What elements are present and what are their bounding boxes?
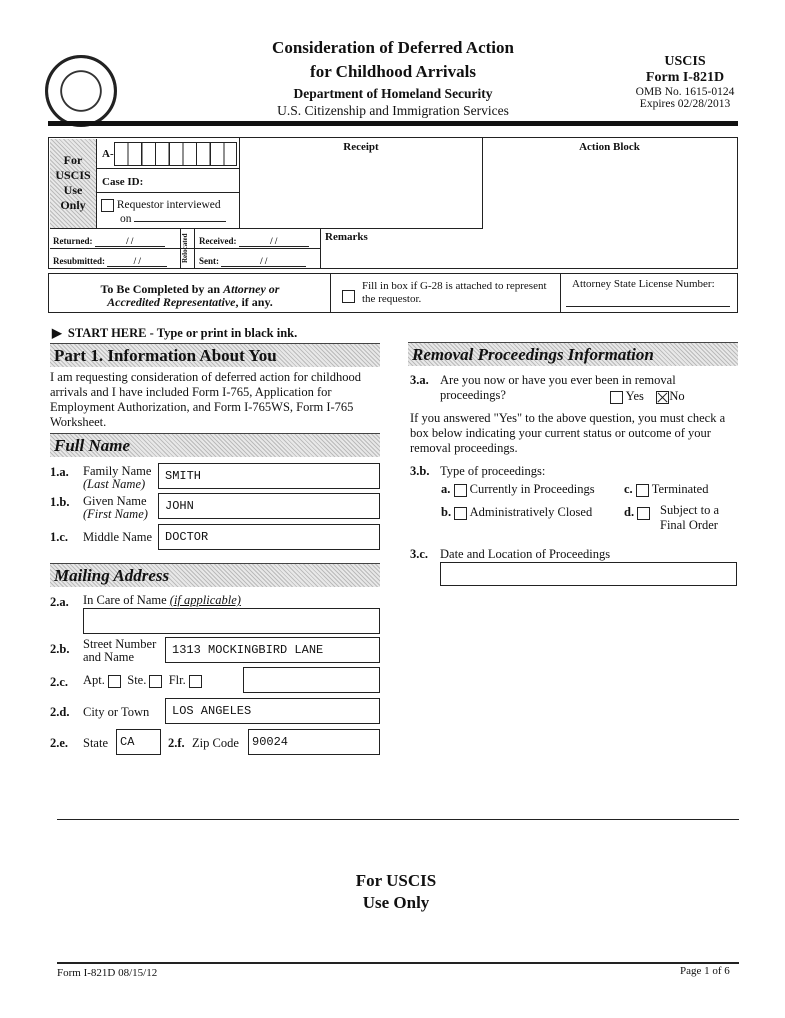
ste-checkbox[interactable] [149,675,162,688]
agency: U.S. Citizenship and Immigration Services [277,103,509,118]
state-input[interactable]: CA [116,729,161,755]
header-rule [48,121,738,126]
action-block: Action Block [579,141,640,153]
received-label: Received: [199,236,237,246]
g28-label: Fill in box if G-28 is attached to represent the requestor. [362,280,547,305]
license-label: Attorney State License Number: [572,278,715,290]
office-use-side: For USCIS Use Only [50,139,97,228]
form-title: Consideration of Deferred Action [272,38,514,57]
part1-header: Part 1. Information About You [50,343,380,367]
removal-note: If you answered "Yes" to the above question, you must check a box below indicating your current status or outcome of your removal proceedings. [410,411,726,455]
apt-number-input[interactable] [243,667,380,693]
currently-checkbox[interactable] [454,484,467,497]
family-name-input[interactable]: SMITH [158,463,380,489]
remarks-label: Remarks [325,231,368,243]
apt-checkbox[interactable] [108,675,121,688]
middle-name-input[interactable]: DOCTOR [158,524,380,550]
g28-checkbox[interactable] [342,290,355,303]
proceedings-date-location-input[interactable] [440,562,737,586]
street-input[interactable]: 1313 MOCKINGBIRD LANE [165,637,380,663]
interviewed-label: Requestor interviewed [116,199,221,212]
resubmitted-label: Resubmitted: [53,256,105,266]
city-input[interactable]: LOS ANGELES [165,698,380,724]
footer-form-id: Form I-821D 08/15/12 [57,967,158,979]
a-number-field[interactable] [114,142,237,166]
full-name-header: Full Name [50,433,380,457]
interviewed-checkbox[interactable] [101,199,114,212]
case-id-label: Case ID: [102,176,144,188]
page-number: Page 1 of 6 [680,965,730,977]
uscis-use-only: For USCIS Use Only [355,871,437,912]
omb-number: OMB No. 1615-0124 [635,86,735,98]
given-name-input[interactable]: JOHN [158,493,380,519]
zip-input[interactable]: 90024 [248,729,380,755]
expiration: Expires 02/28/2013 [639,98,731,110]
final-order-checkbox[interactable] [637,507,650,520]
receipt-cell: Receipt [240,137,483,228]
returned-label: Returned: [53,236,93,246]
relocated-label: Relocated [180,228,195,268]
a-number-label: A- [102,148,114,160]
removal-header: Removal Proceedings Information [408,342,738,366]
form-id: Form I-821D [645,70,725,85]
dhs-seal [45,55,117,127]
care-of-input[interactable] [83,608,380,634]
part1-intro: I am requesting consideration of deferred action for childhood arrivals and I have included Form I-765, Application for Employment Authorization, and Form I-765WS, Form I-765 Worksheet. [50,370,361,429]
license-field[interactable] [566,306,730,307]
uscis-label: USCIS [664,54,706,69]
flr-checkbox[interactable] [189,675,202,688]
form-title-2: for Childhood Arrivals [310,62,476,81]
sent-label: Sent: [199,256,219,266]
terminated-checkbox[interactable] [636,484,649,497]
removal-yes-checkbox[interactable] [610,391,623,404]
start-here: START HERE - Type or print in black ink. [67,326,298,340]
removal-no-checkbox[interactable] [656,391,669,404]
closed-checkbox[interactable] [454,507,467,520]
on-label: on [120,213,132,225]
zip-label: Zip Code [192,736,239,750]
mailing-address-header: Mailing Address [50,563,380,587]
department: Department of Homeland Security [293,86,493,101]
